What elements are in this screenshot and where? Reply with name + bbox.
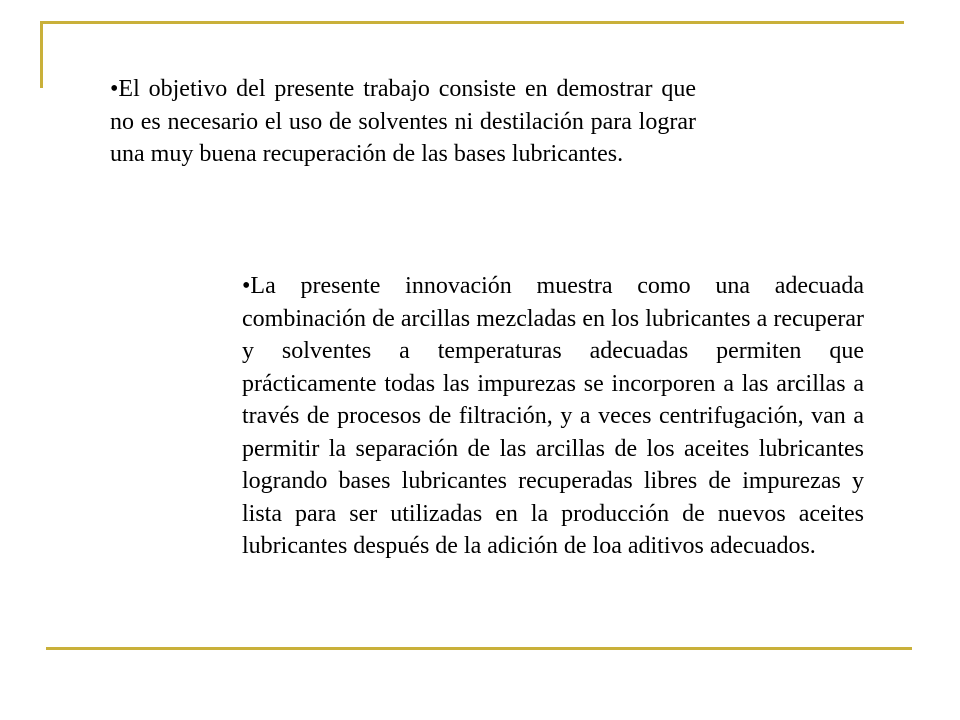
left-decorative-rule [40, 21, 43, 88]
top-decorative-rule [40, 21, 904, 24]
bottom-decorative-rule [46, 647, 912, 650]
objective-paragraph: •El objetivo del presente trabajo consiste en demostrar que no es necesario el uso de solventes ni destilación para lograr una muy buena recuperación de las bases lubricantes. [110, 76, 696, 167]
innovation-paragraph: •La presente innovación muestra como una adecuada combinación de arcillas mezcladas en los lubricantes a recuperar y solventes a temperaturas adecuadas permiten que prácticamente todas las impurezas se incorporen a las arcillas a través de procesos de filtración, y a veces centrifugación, van a permitir la separación de las arcillas de los aceites lubricantes logrando bases lubricantes recuperadas libres de impurezas y lista para ser utilizadas en la producción de nuevos aceites lubricantes después de la adición de loa aditivos adecuados. [242, 273, 864, 559]
